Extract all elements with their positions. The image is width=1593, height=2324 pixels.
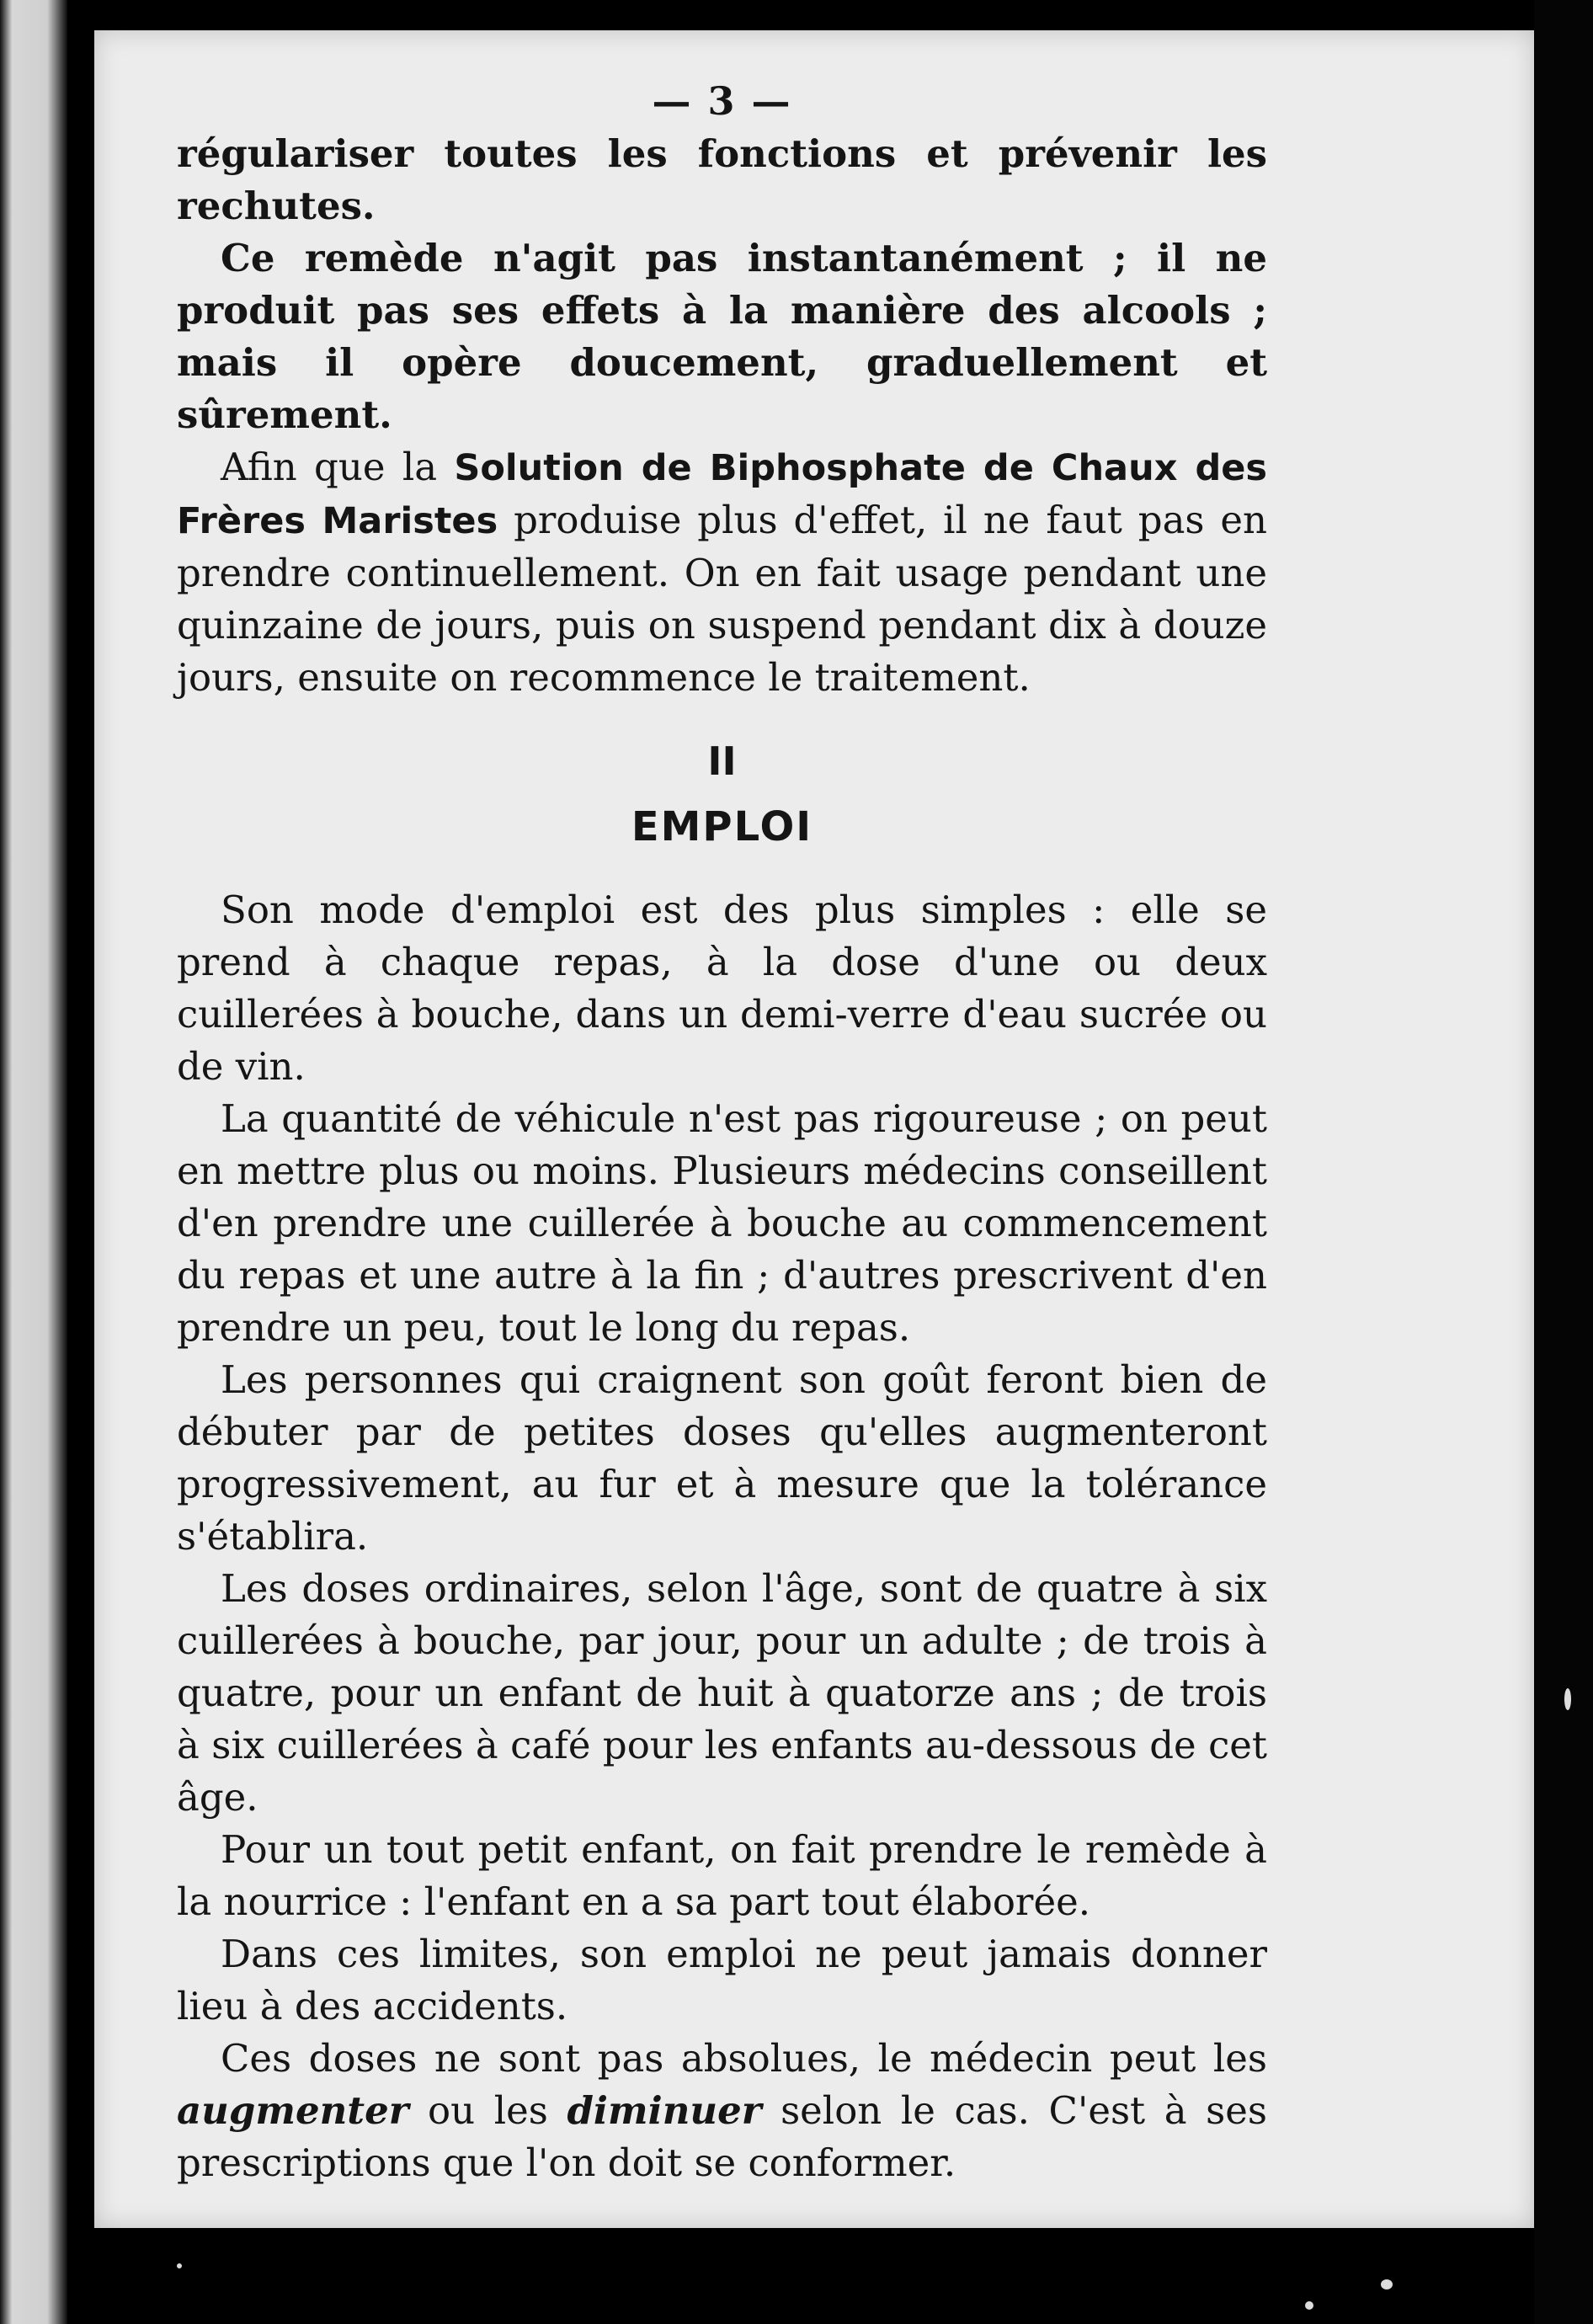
final-text: ou les bbox=[408, 2088, 567, 2133]
emphasis-diminuer: diminuer bbox=[567, 2088, 762, 2133]
emploi-paragraph: La quantité de véhicule n'est pas rigoureuse ; on peut en mettre plus ou moins. Plusieurs médecins conseillent d'en prendre une cuillerée à bouche au commencement du repas et une autre à la fin ; d'autres prescrivent d'en prendre un peu, tout le long du repas. bbox=[177, 1096, 1267, 1350]
emphasis-augmenter: augmenter bbox=[177, 2088, 409, 2133]
scan-artifact bbox=[1305, 2301, 1313, 2310]
usage-cycle-text: produise plus d'effet, il ne faut pas en prendre continuellement. On en fait usage pendant une quinzaine de jours, puis on suspend pendant dix à douze jours, ensuite on recommence le traitement. bbox=[177, 498, 1268, 700]
scan-artifact bbox=[177, 2263, 182, 2268]
usage-cycle-text: Afin que la bbox=[221, 445, 455, 489]
final-paragraph bbox=[177, 2033, 1267, 2189]
scan-artifact bbox=[1564, 1688, 1571, 1710]
section-title: EMPLOI bbox=[631, 803, 813, 850]
emploi-paragraph: Pour un tout petit enfant, on fait prendre le remède à la nourrice : l'enfant en a sa part tout élaborée. bbox=[177, 1827, 1267, 1924]
final-text: Ces doses ne sont pas absolues, le médecin peut les bbox=[221, 2036, 1267, 2081]
right-dark-border bbox=[1534, 0, 1593, 2324]
usage-cycle-paragraph bbox=[177, 441, 1267, 704]
intro-paragraph: Ce remède n'agit pas instantanément ; il ne produit pas ses effets à la manière des alcools ; mais il opère doucement, graduellement et sûrement. bbox=[177, 236, 1267, 437]
emploi-paragraph: Son mode d'emploi est des plus simples : elle se prend à chaque repas, à la dose d'une ou deux cuillerées à bouche, dans un demi-verre d'eau sucrée ou de vin. bbox=[177, 887, 1267, 1089]
final-text: selon le cas. C'est à ses prescriptions que l'on doit se conformer. bbox=[177, 2088, 1267, 2185]
emploi-paragraph: Les doses ordinaires, selon l'âge, sont de quatre à six cuillerées à bouche, par jour, pour un adulte ; de trois à quatre, pour un enfant de huit à quatorze ans ; de trois à six cuillerées à café pour les enfants au-dessous de cet âge. bbox=[177, 1566, 1267, 1820]
emploi-paragraph: Dans ces limites, son emploi ne peut jamais donner lieu à des accidents. bbox=[177, 1932, 1267, 2028]
page-content bbox=[177, 76, 1267, 2189]
scan-artifact bbox=[1381, 2279, 1393, 2289]
emploi-paragraph: Les personnes qui craignent son goût feront bien de débuter par de petites doses qu'elles augmenteront progressivement, au fur et à mesure que la tolérance s'établira. bbox=[177, 1357, 1267, 1559]
product-name: Solution de Biphosphate de Chaux des Frères Maristes bbox=[177, 447, 1267, 542]
left-binding-edge bbox=[0, 0, 67, 2324]
page-number: — 3 — bbox=[652, 78, 792, 124]
section-number: II bbox=[707, 738, 737, 784]
intro-paragraph: régulariser toutes les fonctions et prévenir les rechutes. bbox=[177, 131, 1267, 228]
